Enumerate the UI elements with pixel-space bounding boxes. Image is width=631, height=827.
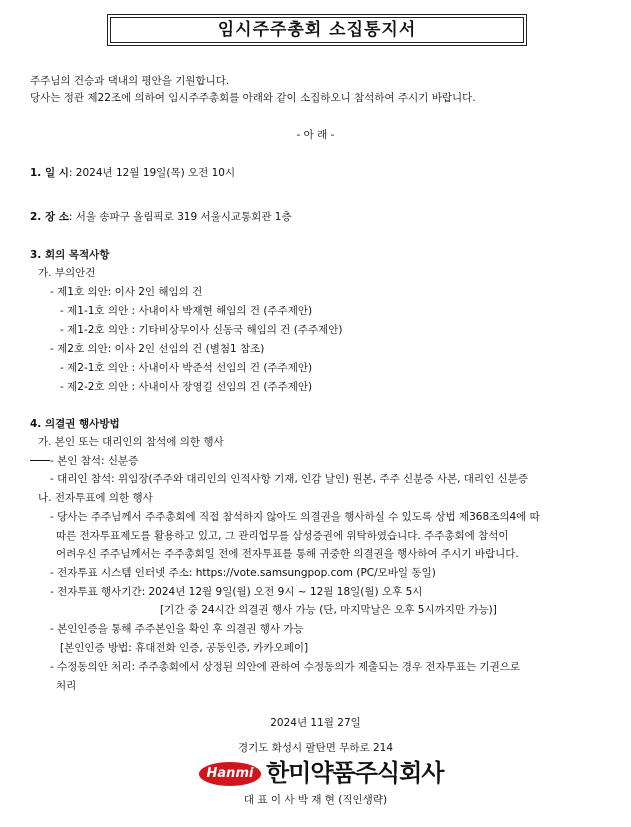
agenda-line: - 제1호 의안: 이사 2인 해임의 건 (50, 286, 203, 298)
voting-b-line: - 수정동의안 처리: 주주총회에서 상정된 의안에 관하여 수정동의가 제출되는 경우 전자투표는 기권으로 (50, 661, 521, 673)
hanmi-logo: Hanmi (199, 762, 261, 786)
voting-b-line: [본인인증 방법: 휴대전화 인증, 공동인증, 카카오페이] (60, 642, 309, 654)
voting-b-line: 처리 (56, 680, 77, 692)
agenda-line: - 제2호 의안: 이사 2인 선임의 건 (별첨1 참조) (50, 343, 265, 355)
voting-b-line: 따른 전자투표제도를 활용하고 있고, 그 관리업무를 삼성증권에 위탁하였습니다. 주주총회에 참석이 (56, 530, 509, 542)
underline-mark (30, 460, 50, 461)
agenda-line: - 제2-1호 의안 : 사내이사 박준석 선임의 건 (주주제안) (60, 362, 313, 374)
place-label: 2. 장 소 (30, 211, 69, 223)
place-row (30, 210, 292, 224)
representative: 대 표 이 사 박 재 현 (직인생략) (243, 794, 388, 806)
agenda-line: - 제1-1호 의안 : 사내이사 박재현 해임의 건 (주주제안) (60, 305, 313, 317)
purpose-heading: 3. 회의 목적사항 (30, 249, 110, 261)
document-title: 임시주주총회 소집통지서 (107, 14, 527, 46)
greeting-line-1: 주주님의 건승과 댁내의 평안을 기원합니다. (30, 75, 230, 87)
greeting-line-2: 당사는 정관 제22조에 의하여 임시주주총회를 아래와 같이 소집하오니 참석하여 주시기 바랍니다. (30, 92, 476, 104)
voting-b-line: - 당사는 주주님께서 주주총회에 직접 참석하지 않아도 의결권을 행사하실 수 있도록 상법 제368조의4에 따 (50, 511, 540, 523)
voting-a-line: - 대리인 참석: 위임장(주주와 대리인의 인적사항 기재, 인감 날인) 원본, 주주 신분증 사본, 대리인 신분증 (50, 473, 528, 485)
voting-heading: 4. 의결권 행사방법 (30, 418, 120, 430)
voting-sub-a: 가. 본인 또는 대리인의 참석에 의한 행사 (38, 436, 224, 448)
place-value: : 서울 송파구 올림픽로 319 서울시교통회관 1층 (68, 211, 292, 223)
footer-address: 경기도 화성시 팔탄면 무하로 214 (237, 742, 394, 754)
purpose-sub: 가. 부의안건 (38, 267, 96, 279)
date-row (30, 166, 235, 180)
date-value: : 2024년 12월 19일(목) 오전 10시 (68, 167, 236, 179)
voting-sub-b: 나. 전자투표에 의한 행사 (38, 492, 153, 504)
company-name: 한미약품주식회사 (266, 759, 444, 787)
voting-b-line: - 전자투표 행사기간: 2024년 12월 9일(월) 오전 9시 ~ 12월 18일(월) 오후 5시 (50, 586, 423, 598)
voting-b-line: - 본인인증을 통해 주주본인을 확인 후 의결권 행사 가능 (50, 623, 304, 635)
date-label: 1. 일 시 (30, 167, 69, 179)
voting-a-line: - 본인 참석: 신분증 (50, 455, 139, 467)
voting-b-line: - 전자투표 시스템 인터넷 주소: https://vote.samsungpop.com (PC/모바일 동일) (50, 567, 436, 579)
below-marker: - 아 래 - (296, 129, 335, 141)
agenda-line: - 제1-2호 의안 : 기타비상무이사 신동국 해임의 건 (주주제안) (60, 324, 343, 336)
footer-date: 2024년 11월 27일 (270, 717, 361, 729)
agenda-line: - 제2-2호 의안 : 사내이사 장영길 선임의 건 (주주제안) (60, 381, 313, 393)
voting-b-line: 어려우신 주주님께서는 주주총회일 전에 전자투표를 통해 귀중한 의결권을 행사하여 주시기 바랍니다. (56, 548, 519, 560)
voting-b-line: [기간 중 24시간 의결권 행사 가능 (단, 마지막날은 오후 5시까지만 가능)] (160, 604, 497, 616)
